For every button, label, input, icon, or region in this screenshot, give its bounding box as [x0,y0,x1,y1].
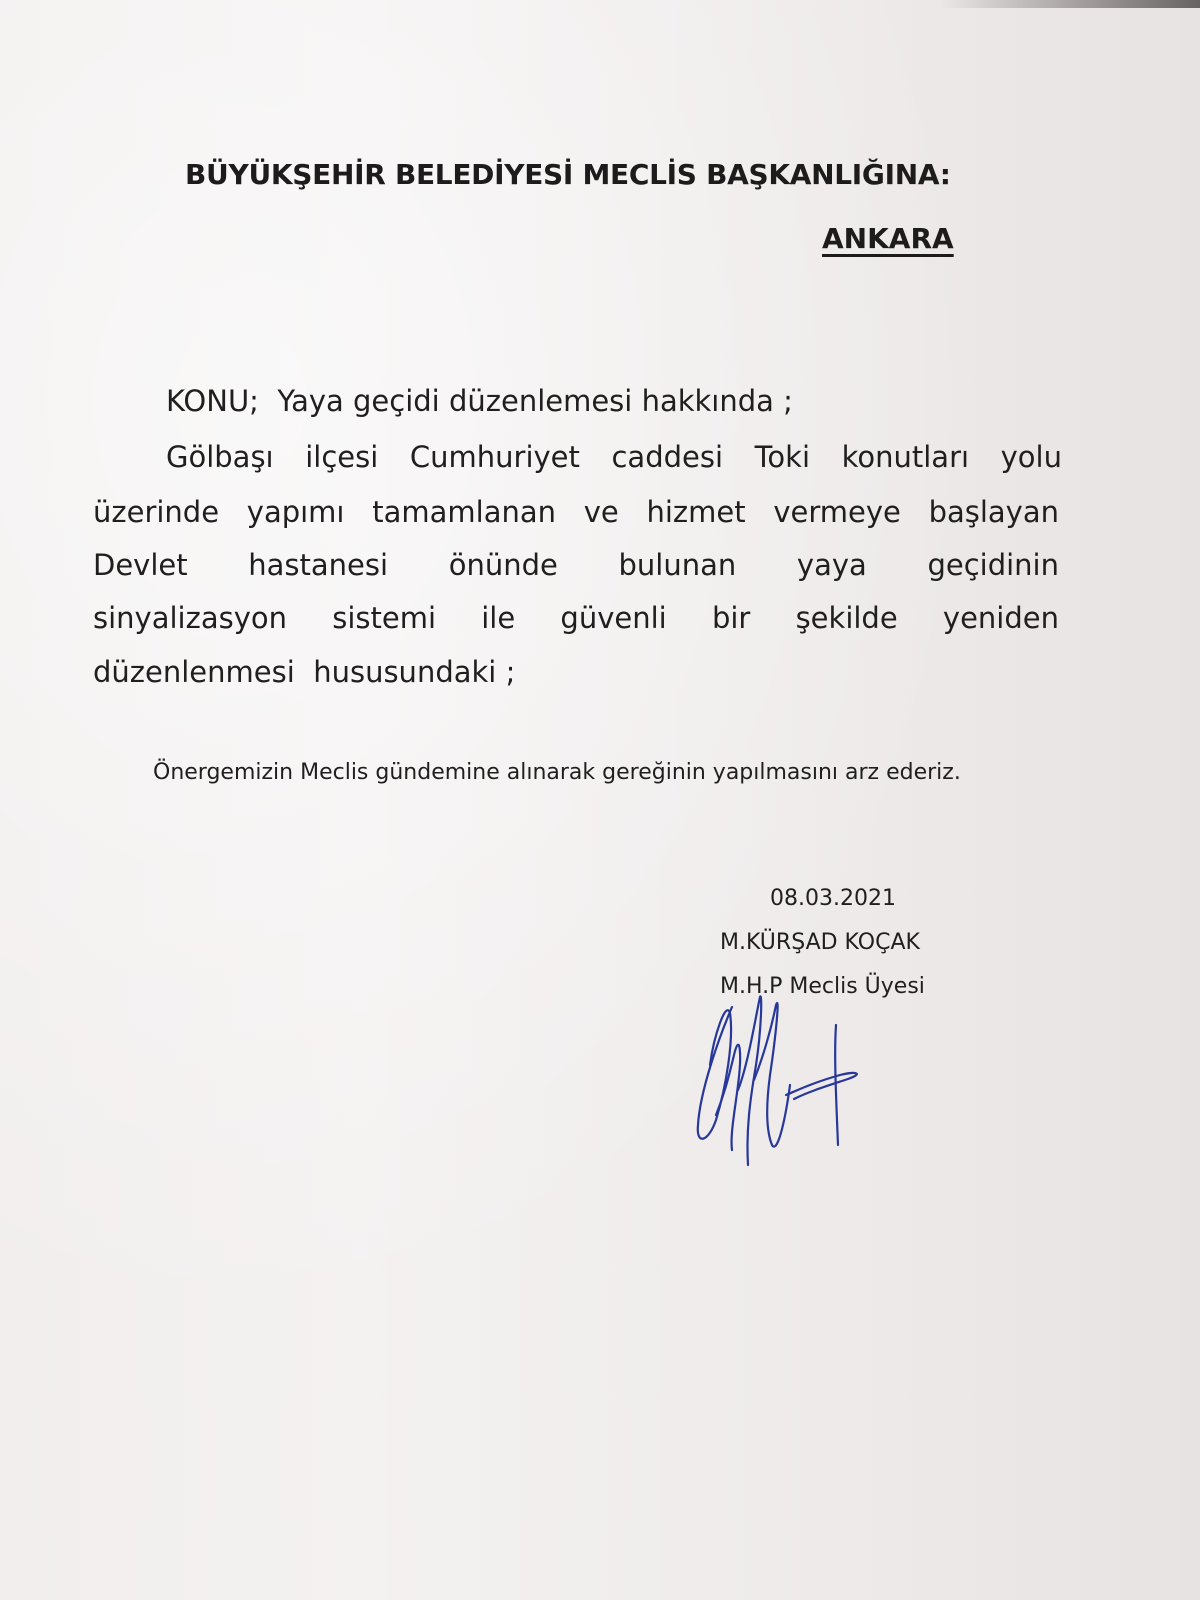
addressee-city: ANKARA [822,222,954,255]
body-line: Devlet hastanesi önünde bulunan yaya geçidinin [93,548,1059,582]
signer-name: M.KÜRŞAD KOÇAK [720,930,920,955]
handwritten-signature-icon [690,995,890,1195]
signer-role: M.H.P Meclis Üyesi [720,974,925,999]
subject-line: KONU; Yaya geçidi düzenlemesi hakkında ; [166,384,793,418]
photo-shadow [940,0,1200,8]
body-line: üzerinde yapımı tamamlanan ve hizmet vermeye başlayan [93,495,1059,529]
body-line: düzenlenmesi hususundaki ; [93,655,516,689]
body-line: sinyalizasyon sistemi ile güvenli bir şekilde yeniden [93,601,1059,635]
body-line: Gölbaşı ilçesi Cumhuriyet caddesi Toki konutları yolu [166,440,1062,474]
closing-statement: Önergemizin Meclis gündemine alınarak gereğinin yapılmasını arz ederiz. [153,760,961,785]
addressee-heading: BÜYÜKŞEHİR BELEDİYESİ MECLİS BAŞKANLIĞINA: [185,158,951,191]
document-date: 08.03.2021 [770,886,896,911]
